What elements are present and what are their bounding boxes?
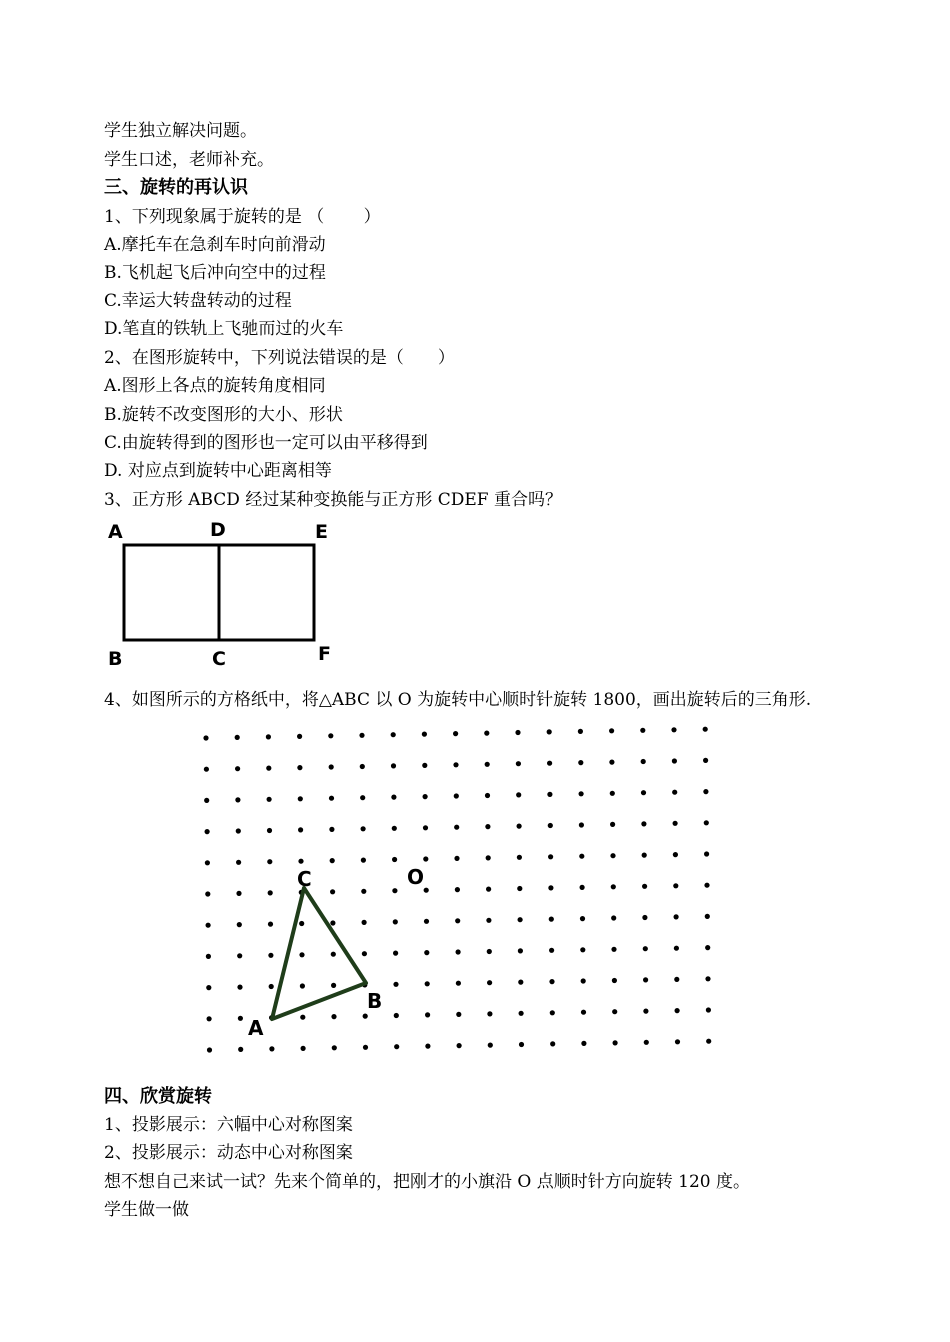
label-o: O [407, 865, 425, 889]
grid-dot [330, 889, 335, 894]
grid-dot [673, 852, 678, 857]
grid-dot [392, 888, 397, 893]
grid-dot [549, 979, 554, 984]
grid-dot [640, 728, 645, 733]
grid-dot [268, 922, 273, 927]
triangle-abc [272, 888, 366, 1019]
grid-dot [516, 792, 521, 797]
grid-dot [674, 946, 679, 951]
grid-dot [705, 945, 710, 950]
grid-dot [329, 827, 334, 832]
grid-dot [578, 729, 583, 734]
grid-dot [393, 982, 398, 987]
grid-dot [423, 825, 428, 830]
grid-dot [454, 793, 459, 798]
grid-dot [361, 889, 366, 894]
grid-dot [548, 823, 553, 828]
grid-dot [300, 983, 305, 988]
grid-dot [301, 1046, 306, 1051]
grid-dot [580, 916, 585, 921]
grid-dot [329, 796, 334, 801]
grid-dot [547, 761, 552, 766]
grid-dot [611, 915, 616, 920]
grid-dot [704, 820, 709, 825]
section-heading: 三、旋转的再认识 [104, 177, 248, 198]
grid-dot [581, 1010, 586, 1015]
grid-dot [547, 729, 552, 734]
grid-dot [610, 822, 615, 827]
text-line: 学生口述，老师补充。 [104, 150, 274, 170]
grid-dot [236, 828, 241, 833]
grid-dot [550, 1041, 555, 1046]
grid-dot [205, 860, 210, 865]
grid-dot [206, 923, 211, 928]
grid-dot [332, 1045, 337, 1050]
grid-dot [485, 762, 490, 767]
grid-dot [268, 890, 273, 895]
grid-dot [643, 1009, 648, 1014]
grid-dot [330, 920, 335, 925]
grid-dot [549, 948, 554, 953]
option-c: C.幸运大转盘转动的过程 [104, 291, 292, 311]
grid-dot [269, 984, 274, 989]
grid-dot [518, 980, 523, 985]
grid-dot [238, 1016, 243, 1021]
grid-dot [392, 826, 397, 831]
text-line: 学生做一做 [104, 1200, 189, 1220]
grid-dot [391, 795, 396, 800]
grid-dot [485, 824, 490, 829]
grid-dot [425, 1044, 430, 1049]
grid-dot [207, 1016, 212, 1021]
grid-dot [203, 735, 208, 740]
grid-dot [235, 735, 240, 740]
grid-dot [299, 921, 304, 926]
grid-dot [207, 1047, 212, 1052]
grid-dot [488, 1043, 493, 1048]
grid-dot [578, 760, 583, 765]
grid-dot [549, 917, 554, 922]
label-a: A [248, 1016, 264, 1040]
grid-dot [235, 797, 240, 802]
grid-dot [581, 1041, 586, 1046]
grid-dot [641, 790, 646, 795]
grid-dot [425, 1012, 430, 1017]
grid-dot [424, 888, 429, 893]
grid-dot [674, 914, 679, 919]
option-b: B.旋转不改变图形的大小、形状 [104, 405, 343, 425]
grid-dot [706, 1039, 711, 1044]
option-b: B.飞机起飞后冲向空中的过程 [104, 263, 326, 283]
text-line: 1、投影展示：六幅中心对称图案 [104, 1115, 353, 1135]
question-3: 3、正方形 ABCD 经过某种变换能与正方形 CDEF 重合吗？ [104, 490, 562, 510]
grid-dot [547, 792, 552, 797]
grid-dot [705, 914, 710, 919]
section-heading: 四、欣赏旋转 [104, 1086, 212, 1107]
grid-dot [236, 860, 241, 865]
grid-dot [673, 821, 678, 826]
grid-dot [456, 981, 461, 986]
grid-dot [550, 1010, 555, 1015]
grid-dot [671, 727, 676, 732]
grid-dot [330, 858, 335, 863]
grid-dot [517, 886, 522, 891]
grid-dot [362, 920, 367, 925]
label-b: B [108, 648, 123, 670]
dot-grid [203, 727, 711, 1053]
grid-dot [267, 859, 272, 864]
grid-dot [360, 764, 365, 769]
grid-dot [422, 763, 427, 768]
option-d: D. 对应点到旋转中心距离相等 [104, 461, 332, 481]
grid-dot [484, 731, 489, 736]
grid-dot [643, 977, 648, 982]
grid-dot [641, 821, 646, 826]
grid-dot [610, 853, 615, 858]
grid-dot [515, 730, 520, 735]
grid-dot [516, 761, 521, 766]
grid-dot [204, 767, 209, 772]
grid-dot [518, 917, 523, 922]
question-4: 4、如图所示的方格纸中，将△ABC 以 O 为旋转中心顺时针旋转 1800，画出旋转后的三角形. [104, 690, 812, 710]
grid-dot [611, 947, 616, 952]
grid-dot [703, 758, 708, 763]
grid-dot [298, 796, 303, 801]
grid-dot [519, 1011, 524, 1016]
grid-dot [672, 790, 677, 795]
grid-dot [300, 1015, 305, 1020]
grid-dot [238, 1047, 243, 1052]
option-a: A.摩托车在急刹车时向前滑动 [104, 235, 326, 255]
grid-dot [456, 1012, 461, 1017]
grid-dot [641, 759, 646, 764]
grid-dot [642, 853, 647, 858]
label-b: B [367, 989, 383, 1013]
grid-dot [610, 791, 615, 796]
grid-dot [672, 758, 677, 763]
grid-dot [394, 1013, 399, 1018]
grid-dot [580, 885, 585, 890]
grid-dot [299, 952, 304, 957]
text-line: 学生独立解决问题。 [104, 121, 257, 141]
grid-dot [613, 1040, 618, 1045]
grid-dot [519, 1042, 524, 1047]
grid-dot [269, 1046, 274, 1051]
grid-dot [675, 1039, 680, 1044]
grid-dot [518, 948, 523, 953]
grid-dot [329, 764, 334, 769]
grid-dot [703, 727, 708, 732]
grid-dot [642, 915, 647, 920]
grid-dot [235, 766, 240, 771]
grid-dot [266, 766, 271, 771]
grid-dot [363, 1045, 368, 1050]
grid-dot [487, 980, 492, 985]
grid-dot [486, 918, 491, 923]
grid-dot [548, 854, 553, 859]
label-d: D [210, 519, 226, 541]
grid-dot [205, 829, 210, 834]
grid-dot [643, 946, 648, 951]
grid-dot [704, 883, 709, 888]
grid-dot [391, 763, 396, 768]
grid-dot [548, 885, 553, 890]
grid-dot [360, 795, 365, 800]
grid-dot [359, 733, 364, 738]
grid-dot [517, 855, 522, 860]
grid-dot [642, 884, 647, 889]
grid-dot [361, 858, 366, 863]
grid-dot [703, 789, 708, 794]
grid-dot [705, 976, 710, 981]
grid-dot [517, 824, 522, 829]
grid-dot [706, 1007, 711, 1012]
grid-dot [268, 953, 273, 958]
grid-dot [331, 983, 336, 988]
dot-grid-figure [190, 718, 730, 1068]
grid-dot [422, 732, 427, 737]
grid-dot [453, 731, 458, 736]
grid-dot [455, 918, 460, 923]
grid-dot [423, 856, 428, 861]
grid-dot [205, 891, 210, 896]
question-1: 1、下列现象属于旋转的是 （ ） [104, 207, 381, 227]
grid-dot [393, 951, 398, 956]
grid-dot [485, 793, 490, 798]
grid-dot [393, 919, 398, 924]
option-a: A.图形上各点的旋转角度相同 [104, 376, 326, 396]
grid-dot [298, 827, 303, 832]
grid-dot [486, 855, 491, 860]
grid-dot [363, 1014, 368, 1019]
grid-dot [237, 922, 242, 927]
grid-dot [206, 985, 211, 990]
grid-dot [487, 1011, 492, 1016]
label-e: E [315, 521, 328, 543]
grid-dot [328, 733, 333, 738]
grid-dot [424, 950, 429, 955]
text-line: 2、投影展示：动态中心对称图案 [104, 1143, 353, 1163]
grid-dot [237, 985, 242, 990]
option-d: D.笔直的铁轨上飞驰而过的火车 [104, 319, 344, 339]
grid-dot [454, 856, 459, 861]
grid-dot [298, 859, 303, 864]
grid-dot [423, 794, 428, 799]
label-a: A [108, 521, 123, 543]
grid-dot [612, 978, 617, 983]
grid-dot [392, 857, 397, 862]
grid-dot [425, 981, 430, 986]
grid-dot [612, 1009, 617, 1014]
grid-dot [487, 949, 492, 954]
grid-dot [579, 791, 584, 796]
grid-dot [424, 919, 429, 924]
square-figure [104, 516, 344, 676]
grid-dot [204, 798, 209, 803]
label-c: C [212, 648, 226, 670]
grid-dot [297, 765, 302, 770]
grid-dot [331, 952, 336, 957]
grid-dot [457, 1043, 462, 1048]
grid-dot [267, 828, 272, 833]
grid-dot [486, 887, 491, 892]
grid-dot [455, 887, 460, 892]
grid-dot [454, 825, 459, 830]
grid-dot [611, 884, 616, 889]
grid-dot [362, 951, 367, 956]
grid-dot [579, 854, 584, 859]
grid-dot [267, 797, 272, 802]
grid-dot [581, 978, 586, 983]
grid-dot [609, 760, 614, 765]
grid-dot [580, 947, 585, 952]
grid-dot [579, 822, 584, 827]
grid-dot [644, 1040, 649, 1045]
grid-dot [394, 1044, 399, 1049]
grid-dot [237, 953, 242, 958]
question-2: 2、在图形旋转中，下列说法错误的是（ ） [104, 348, 455, 368]
label-f: F [318, 643, 331, 665]
grid-dot [704, 851, 709, 856]
grid-dot [609, 728, 614, 733]
grid-dot [675, 1008, 680, 1013]
option-c: C.由旋转得到的图形也一定可以由平移得到 [104, 433, 428, 453]
grid-dot [674, 977, 679, 982]
grid-dot [266, 734, 271, 739]
label-c: C [297, 867, 312, 891]
grid-dot [331, 1014, 336, 1019]
grid-dot [456, 949, 461, 954]
grid-dot [361, 826, 366, 831]
grid-dot [297, 734, 302, 739]
grid-dot [673, 883, 678, 888]
grid-dot [391, 732, 396, 737]
grid-dot [206, 954, 211, 959]
grid-dot [453, 762, 458, 767]
text-line: 想不想自己来试一试？先来个简单的，把刚才的小旗沿 O 点顺时针方向旋转 120 度。 [104, 1172, 750, 1192]
grid-dot [236, 891, 241, 896]
